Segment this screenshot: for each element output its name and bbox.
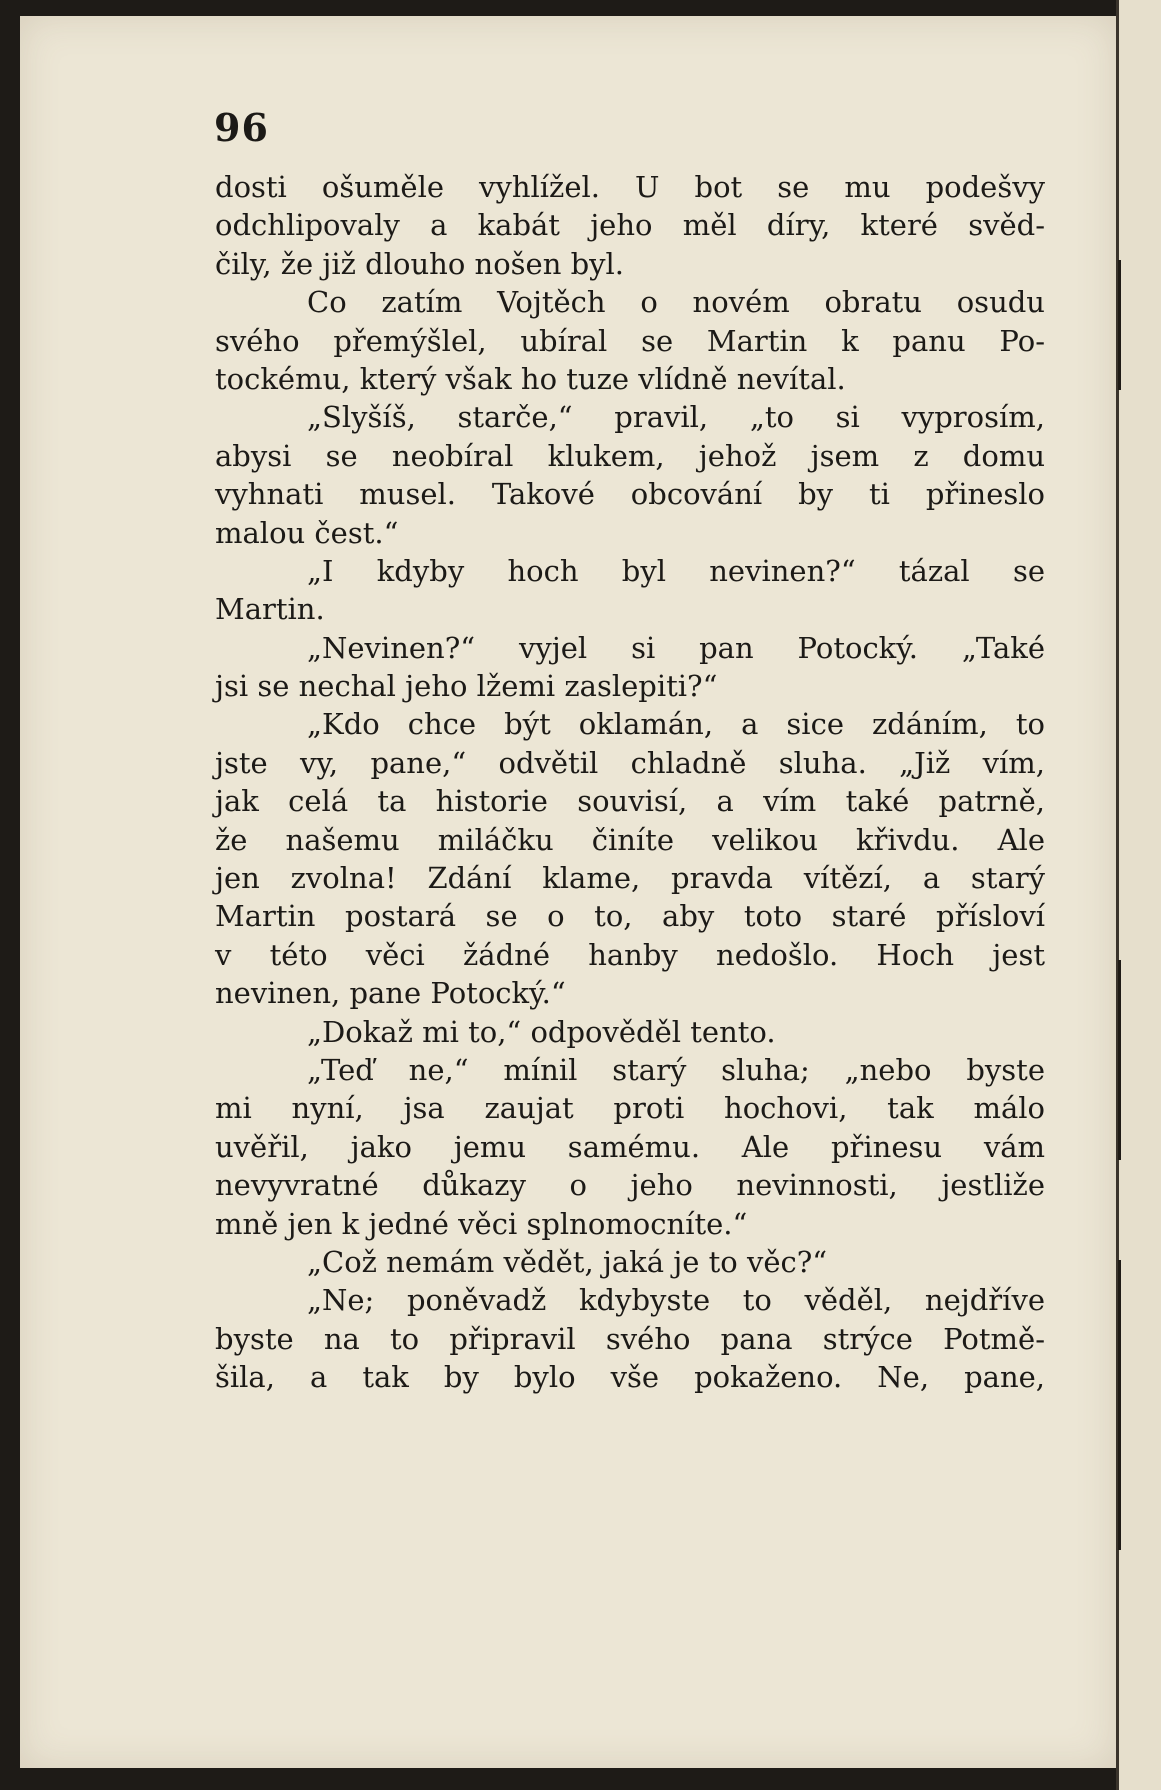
text-line: „Což nemám vědět, jaká je to věc?“ xyxy=(307,1244,828,1279)
text-line: „Slyšíš, starče,“ pravil, „to si vyprosím, xyxy=(307,400,1045,435)
page-number: 96 xyxy=(214,105,269,150)
text-line: byste na to připravil svého pana strýce Potmě- xyxy=(215,1321,1045,1356)
text-line: jak celá ta historie souvisí, a vím také patrně, xyxy=(215,784,1045,819)
text-line: „Dokaž mi to,“ odpověděl tento. xyxy=(307,1014,776,1049)
page-edge-shadow xyxy=(1118,960,1121,1160)
text-line: nevyvratné důkazy o jeho nevinnosti, jestliže xyxy=(215,1168,1045,1203)
text-line: nevinen, pane Potocký.“ xyxy=(215,976,566,1011)
text-line: v této věci žádné hanby nedošlo. Hoch jest xyxy=(215,937,1045,972)
page-edge-shadow xyxy=(1118,1260,1121,1550)
text-line: „Teď ne,“ mínil starý sluha; „nebo byste xyxy=(307,1052,1045,1087)
text-line: „I kdyby hoch byl nevinen?“ tázal se xyxy=(307,553,1045,588)
text-line: uvěřil, jako jemu samému. Ale přinesu vám xyxy=(215,1129,1045,1164)
text-line: jste vy, pane,“ odvětil chladně sluha. „Již vím, xyxy=(215,745,1045,780)
body-text xyxy=(215,168,1045,1397)
adjacent-page-edge xyxy=(1116,0,1161,1790)
text-line: jsi se nechal jeho lžemi zaslepiti?“ xyxy=(215,669,718,704)
text-line: dosti ošuměle vyhlížel. U bot se mu podešvy xyxy=(215,170,1045,204)
text-line: svého přemýšlel, ubíral se Martin k panu Po- xyxy=(215,323,1045,358)
text-line: „Kdo chce být oklamán, a sice zdáním, to xyxy=(307,707,1045,742)
text-line: mi nyní, jsa zaujat proti hochovi, tak málo xyxy=(215,1091,1045,1126)
text-line: čily, že již dlouho nošen byl. xyxy=(215,246,625,281)
page-edge-shadow xyxy=(1118,260,1121,390)
text-line: Martin postará se o to, aby toto staré přísloví xyxy=(215,899,1045,934)
text-line: jen zvolna! Zdání klame, pravda vítězí, a starý xyxy=(215,861,1045,896)
text-line: že našemu miláčku činíte velikou křivdu. Ale xyxy=(215,822,1045,857)
text-line: „Nevinen?“ vyjel si pan Potocký. „Také xyxy=(307,630,1045,665)
text-line: vyhnati musel. Takové obcování by ti přineslo xyxy=(215,477,1045,512)
text-line: „Ne; poněvadž kdybyste to věděl, nejdříve xyxy=(307,1283,1045,1318)
text-line: Martin. xyxy=(215,592,325,627)
text-line: odchlipovaly a kabát jeho měl díry, které svěd- xyxy=(215,208,1045,243)
text-line: malou čest.“ xyxy=(215,515,399,550)
text-line: tockému, který však ho tuze vlídně nevítal. xyxy=(215,361,846,396)
text-line: mně jen k jedné věci splnomocníte.“ xyxy=(215,1206,748,1241)
text-line: šila, a tak by bylo vše pokaženo. Ne, pane, xyxy=(215,1360,1045,1395)
text-line: abysi se neobíral klukem, jehož jsem z domu xyxy=(215,438,1045,473)
text-line: Co zatím Vojtěch o novém obratu osudu xyxy=(307,285,1045,320)
